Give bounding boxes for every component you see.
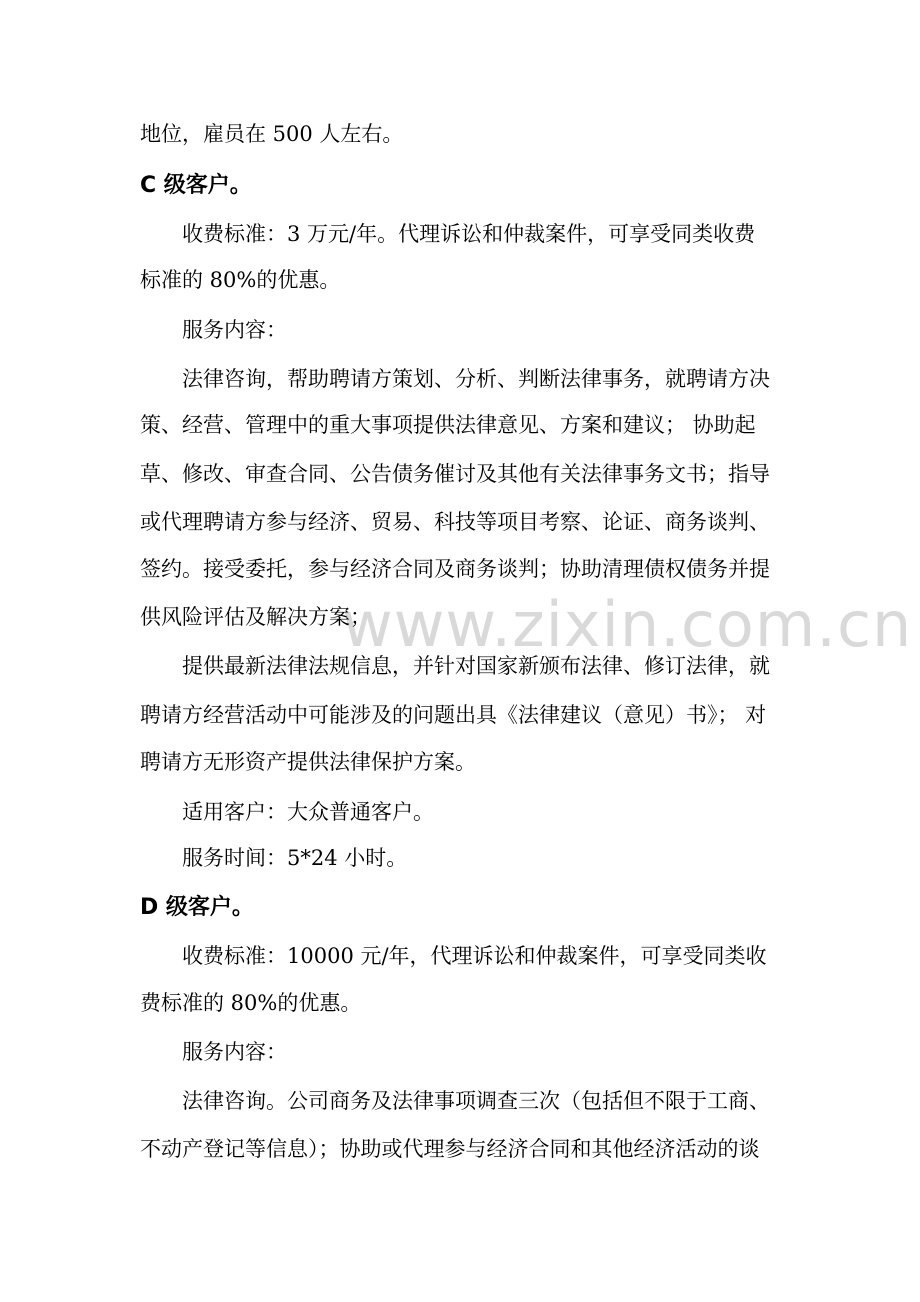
text-line: 聘请方经营活动中可能涉及的问题出具《法律建议（意见）书》； 对 xyxy=(140,703,767,727)
text-line: 策、经营、管理中的重大事项提供法律意见、方案和建议； 协助起 xyxy=(140,413,756,437)
text-line: 服务内容： xyxy=(182,1040,287,1064)
text-line: 服务内容： xyxy=(182,318,287,342)
text-line: 供风险评估及解决方案； xyxy=(140,605,371,629)
section-heading-c: C 级客户。 xyxy=(140,173,252,198)
text-line: 提供最新法律法规信息，并针对国家新颁布法律、修订法律，就 xyxy=(182,654,770,678)
text-line: 费标准的 80%的优惠。 xyxy=(140,991,362,1015)
text-line: 标准的 80%的优惠。 xyxy=(140,268,341,292)
text-line: 草、修改、审查合同、公告债务催讨及其他有关法律事务文书；指导 xyxy=(140,462,770,486)
text-line: 收费标准：10000 元/年，代理诉讼和仲裁案件，可享受同类收 xyxy=(182,944,767,968)
text-line: 聘请方无形资产提供法律保护方案。 xyxy=(140,750,476,774)
text-line: 适用客户：大众普通客户。 xyxy=(182,800,434,824)
text-line: 服务时间：5*24 小时。 xyxy=(182,846,408,870)
text-line: 不动产登记等信息）；协助或代理参与经济合同和其他经济活动的谈 xyxy=(140,1137,760,1161)
text-line: 或代理聘请方参与经济、贸易、科技等项目考察、论证、商务谈判、 xyxy=(140,510,770,534)
section-heading-d: D 级客户。 xyxy=(140,895,254,920)
text-line: 法律咨询，帮助聘请方策划、分析、判断法律事务，就聘请方决 xyxy=(182,367,770,391)
text-line: 收费标准：3 万元/年。代理诉讼和仲裁案件，可享受同类收费 xyxy=(182,222,756,246)
watermark: www.zixin.com.cn xyxy=(342,588,913,661)
text-line: 法律咨询。公司商务及法律事项调查三次（包括但不限于工商、 xyxy=(182,1089,770,1113)
text-line: 签约。接受委托，参与经济合同及商务谈判；协助清理债权债务并提 xyxy=(140,557,770,581)
text-line: 地位，雇员在 500 人左右。 xyxy=(140,122,404,146)
